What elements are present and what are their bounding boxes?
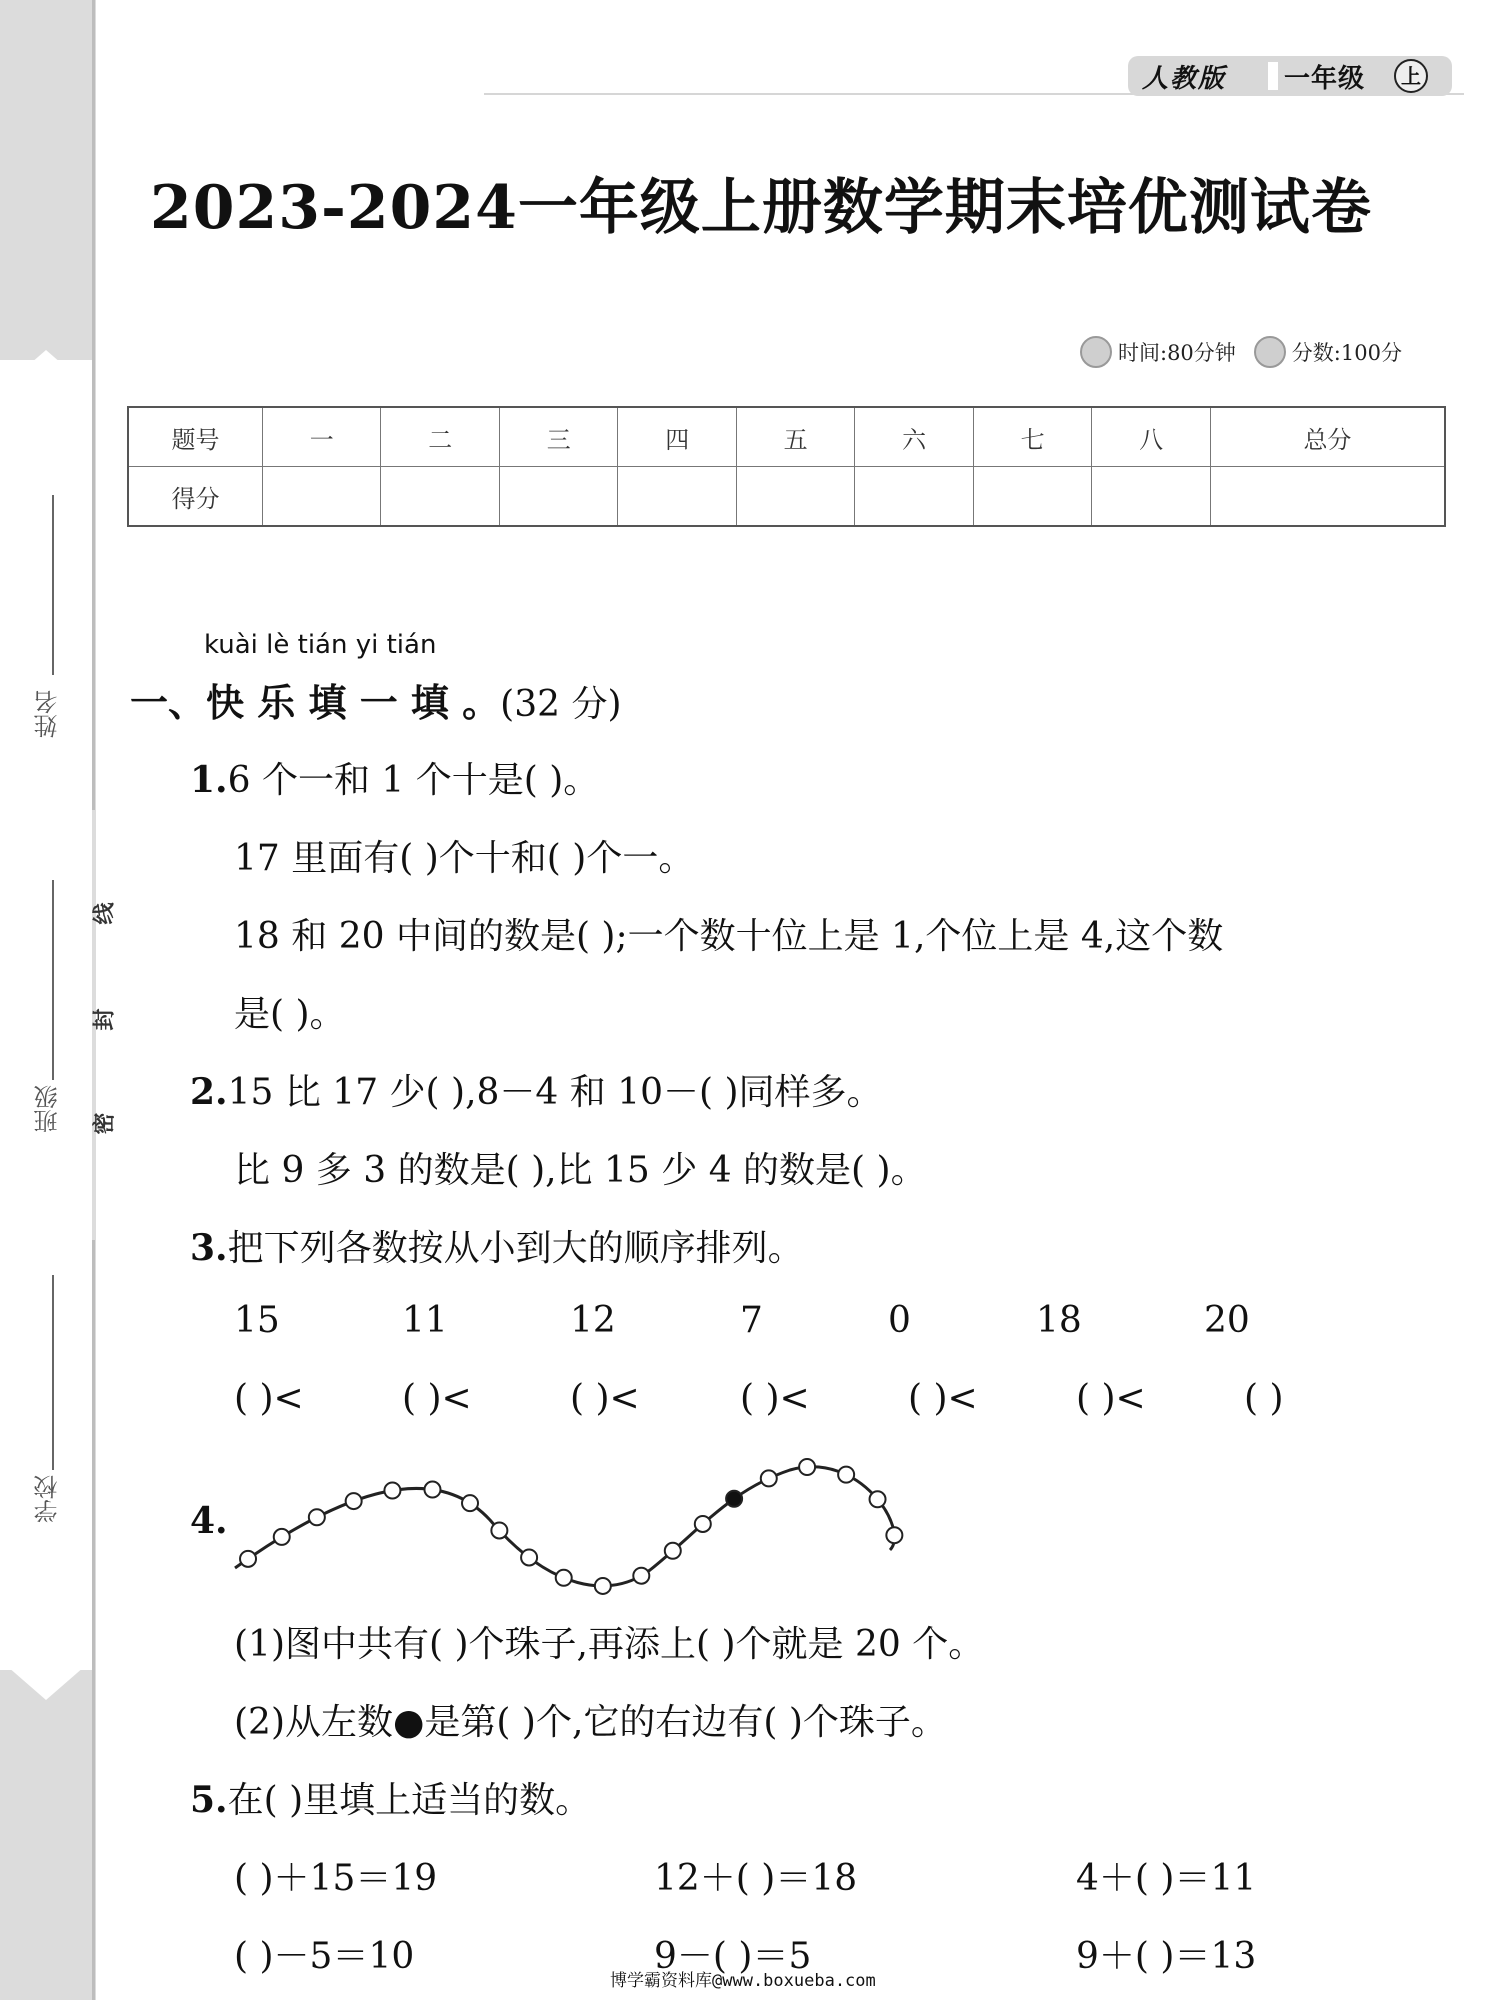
total-score: 分数:100分 xyxy=(1291,341,1402,365)
table-cell: 总分 xyxy=(1210,407,1445,467)
question-number: 1. xyxy=(190,759,228,801)
bead xyxy=(595,1578,611,1594)
question-line: 18 和 20 中间的数是( );一个数十位上是 1,个位上是 4,这个数 xyxy=(234,916,1224,957)
bead xyxy=(309,1509,325,1525)
equation[interactable]: 9－( )＝5 xyxy=(654,1936,812,1977)
question-4-number xyxy=(190,1500,228,1542)
score-entry-cell[interactable] xyxy=(736,467,854,527)
bead xyxy=(462,1495,478,1511)
bead xyxy=(838,1467,854,1483)
question-line: 是( )。 xyxy=(234,994,346,1035)
binding-edge-bottom xyxy=(92,1240,95,2000)
section-pinyin: kuài lè tián yi tián xyxy=(204,630,437,660)
question-number: 3. xyxy=(190,1227,228,1269)
question-number: 2. xyxy=(190,1071,228,1113)
question-number: 4. xyxy=(190,1500,228,1542)
bead xyxy=(274,1529,290,1545)
binding-panel xyxy=(0,360,92,1670)
page-title: 2023-2024一年级上册数学期末培优测试卷 xyxy=(150,173,1372,243)
number-item: 18 xyxy=(1036,1300,1082,1341)
equation[interactable]: ( )－5＝10 xyxy=(234,1936,415,1977)
question-text: 在( )里填上适当的数。 xyxy=(227,1780,592,1821)
footer-watermark: 博学霸资料库@www.boxueba.com xyxy=(610,1971,876,1991)
question-line: (1)图中共有( )个珠子,再添上( )个就是 20 个。 xyxy=(234,1624,985,1665)
score-entry-cell[interactable] xyxy=(855,467,973,527)
table-cell: 三 xyxy=(499,407,617,467)
question-line: 17 里面有( )个十和( )个一。 xyxy=(234,838,695,879)
bead xyxy=(870,1491,886,1507)
question-number: 5. xyxy=(190,1779,228,1821)
number-item: 20 xyxy=(1204,1300,1250,1341)
bead-group xyxy=(240,1459,902,1594)
binding-edge-top xyxy=(92,0,95,810)
equation[interactable]: 9＋( )＝13 xyxy=(1076,1936,1257,1977)
score-entry-cell[interactable] xyxy=(1092,467,1210,527)
seal-word-mi: 密 xyxy=(92,1112,118,1135)
question-text: 把下列各数按从小到大的顺序排列。 xyxy=(227,1228,804,1269)
binding-notch-bottom xyxy=(0,1660,92,1700)
score-entry-cell[interactable] xyxy=(618,467,736,527)
order-blank[interactable]: ( )< xyxy=(1076,1378,1146,1419)
score-entry-cell[interactable] xyxy=(973,467,1091,527)
table-cell: 八 xyxy=(1092,407,1210,467)
school-rule xyxy=(52,1275,54,1470)
seal-word-feng: 封 xyxy=(92,1008,118,1031)
question-text: 6 个一和 1 个十是( )。 xyxy=(227,760,600,801)
bead xyxy=(384,1483,400,1499)
table-row xyxy=(128,407,1445,467)
order-blank[interactable]: ( )< xyxy=(234,1378,304,1419)
score-table xyxy=(127,406,1446,527)
equation[interactable]: 4＋( )＝11 xyxy=(1076,1858,1257,1899)
table-cell: 五 xyxy=(736,407,854,467)
name-label: 姓名 xyxy=(34,690,62,738)
bead xyxy=(633,1568,649,1584)
grade-label: 一年级 xyxy=(1284,63,1366,94)
binding-notch-top xyxy=(0,350,92,390)
question-3 xyxy=(190,1220,804,1271)
score-icon xyxy=(1254,336,1286,368)
number-item: 12 xyxy=(570,1300,616,1341)
bead xyxy=(240,1551,256,1567)
term-badge: 上 xyxy=(1394,59,1428,93)
table-cell: 二 xyxy=(381,407,499,467)
score-entry-cell[interactable] xyxy=(499,467,617,527)
section-title: 一、快 乐 填 一 填 。 xyxy=(130,680,501,725)
publisher-label: 人教版 xyxy=(1142,63,1227,94)
score-entry-cell[interactable] xyxy=(1210,467,1445,527)
class-rule xyxy=(52,880,54,1080)
equation[interactable]: 12＋( )＝18 xyxy=(654,1858,858,1899)
bead xyxy=(665,1543,681,1559)
bead xyxy=(346,1493,362,1509)
exam-meta xyxy=(1080,332,1460,372)
table-cell: 四 xyxy=(618,407,736,467)
question-line: 比 9 多 3 的数是( ),比 15 少 4 的数是( )。 xyxy=(234,1150,927,1191)
table-cell: 得分 xyxy=(128,467,263,527)
score-entry-cell[interactable] xyxy=(263,467,381,527)
table-row xyxy=(128,467,1445,527)
clock-icon xyxy=(1080,336,1112,368)
bead xyxy=(491,1522,507,1538)
bead xyxy=(799,1459,815,1475)
number-item: 15 xyxy=(234,1300,280,1341)
school-label: 学校 xyxy=(34,1475,62,1523)
section-points: (32 分) xyxy=(500,684,622,725)
seal-word-xian: 线 xyxy=(92,902,118,925)
bead-black xyxy=(726,1491,742,1507)
table-cell: 七 xyxy=(973,407,1091,467)
question-5 xyxy=(190,1772,591,1823)
order-blank[interactable]: ( ) xyxy=(1244,1378,1284,1419)
score-entry-cell[interactable] xyxy=(381,467,499,527)
time-limit: 时间:80分钟 xyxy=(1118,341,1236,365)
question-text: 15 比 17 少( ),8－4 和 10－( )同样多。 xyxy=(227,1072,883,1113)
equation[interactable]: ( )＋15＝19 xyxy=(234,1858,438,1899)
number-item: 11 xyxy=(402,1300,448,1341)
edition-badge xyxy=(1128,56,1452,96)
table-cell: 六 xyxy=(855,407,973,467)
bead xyxy=(556,1570,572,1586)
name-rule xyxy=(52,495,54,675)
order-blank[interactable]: ( )< xyxy=(570,1378,640,1419)
question-2 xyxy=(190,1064,883,1115)
order-blank[interactable]: ( )< xyxy=(908,1378,978,1419)
order-blank[interactable]: ( )< xyxy=(402,1378,472,1419)
class-label: 班级 xyxy=(34,1085,62,1133)
number-item: 0 xyxy=(888,1300,911,1341)
question-1 xyxy=(190,752,599,803)
badge-separator xyxy=(1268,62,1278,90)
bead-string-figure xyxy=(230,1450,910,1600)
table-cell: 一 xyxy=(263,407,381,467)
bead-wire xyxy=(235,1467,894,1586)
table-cell: 题号 xyxy=(128,407,263,467)
question-line: (2)从左数●是第( )个,它的右边有( )个珠子。 xyxy=(234,1702,947,1743)
bead xyxy=(424,1482,440,1498)
bead xyxy=(695,1516,711,1532)
section-heading xyxy=(130,672,622,727)
bead xyxy=(761,1470,777,1486)
number-item: 7 xyxy=(740,1300,763,1341)
bead xyxy=(886,1527,902,1543)
bead xyxy=(521,1549,537,1565)
order-blank[interactable]: ( )< xyxy=(740,1378,810,1419)
